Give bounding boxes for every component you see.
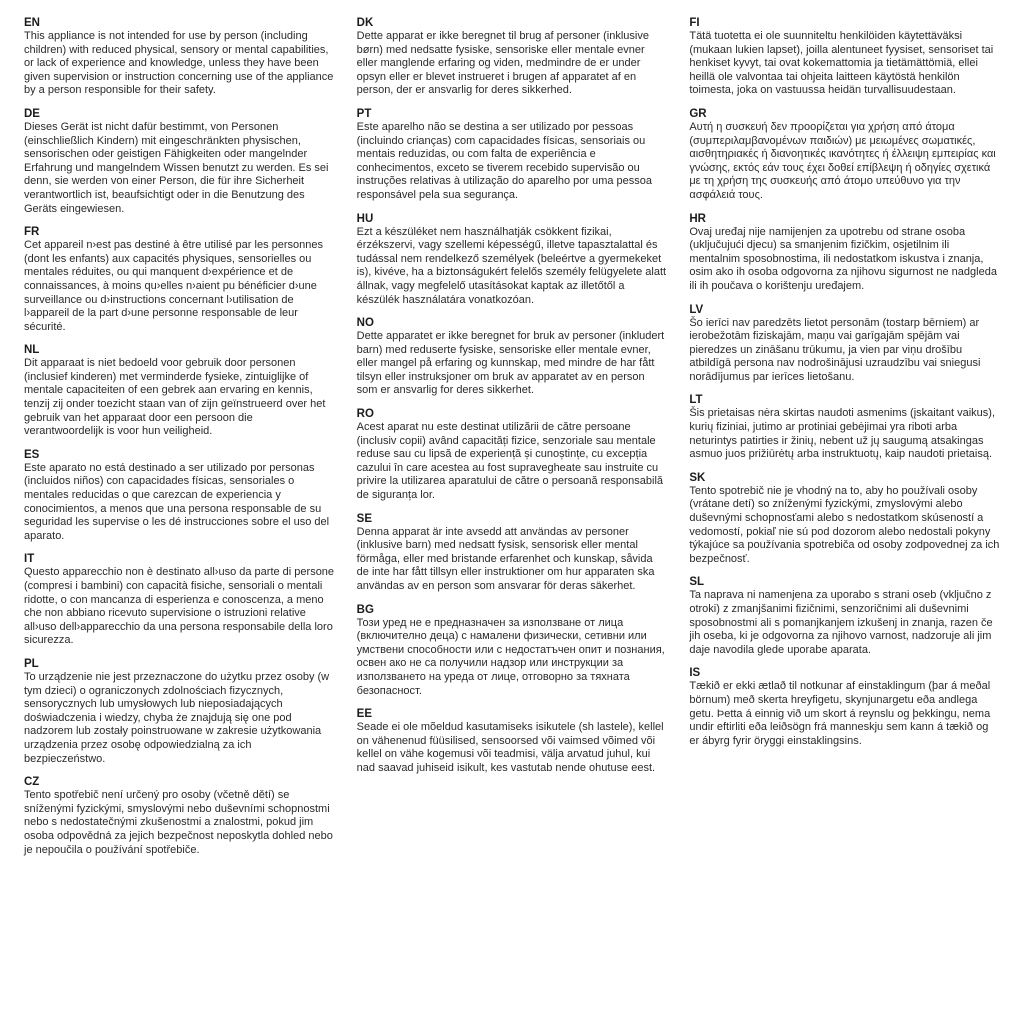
language-section [357,107,668,203]
language-section [357,603,668,699]
language-text: Този уред не е предназначен за използване от лица (включително деца) с намалени физически, сетивни или умствени способности или с недостатъчен опит и познания, освен ако не са получили надзор или инструкции за използването на уреда от лице, отговорно за тяхната безопасност. [356,616,665,697]
language-text: Dieses Gerät ist nicht dafür bestimmt, von Personen (einschließlich Kindern) mit eingeschränkten physischen, sensorischen oder geistigen Fähigkeiten oder mangelnder Erfahrung und mangelndem Wissen benutzt zu werden. Es sei denn, sie werden von einer Person, die für ihre Sicherheit verantwortlich ist, beaufsichtigt oder in die Benutzung des Geräts eingewiesen. [24,120,329,215]
language-text: Cet appareil n›est pas destiné à être utilisé par les personnes (dont les enfants) aux capacités physiques, sensorielles ou mentales réduites, ou qui manquent d›expérience et de connaissances, à moins qu›elles n›aient pu bénéficier d›une surveillance ou d›instructions concernant l›utilisation de l›appareil de la part d›une personne responsable de leur sécurité. [24,239,324,333]
language-section [24,225,335,334]
language-text: Este aparato no está destinado a ser utilizado por personas (incluidos niños) con capacidades físicas, sensoriales o mentales reducidas o que carezcan de experiencia y conocimientos, a menos que una persona responsable de su seguridad les supervise o les dé instrucciones sobre el uso del aparato. [24,461,330,542]
language-code: BG [356,603,374,616]
language-code: LV [689,303,704,316]
language-section [357,212,668,308]
language-text: Seade ei ole mõeldud kasutamiseks isikutele (sh lastele), kellel on vähenenud füüsilised, sensoorsed või vaimsed võimed või kellel on vähe kogemusi või teadmisi, välja arvatud juhul, kui nad saavad juhiseid isikult, kes vastutab nende ohutuse eest. [356,721,664,774]
language-text: Αυτή η συσκευή δεν προορίζεται για χρήση από άτομα (συμπεριλαμβανομένων παιδιών) με μειωμένες σωματικές, αισθητηριακές ή διανοητικές ικανότητες ή έλλειψη εμπειρίας και γνώσης, εκτός εάν τους έχει δοθεί επίβλεψη ή οδηγίες σχετικά με τη χρήση της συσκευής από άτομο υπεύθυνο για την ασφάλειά τους. [689,120,996,201]
language-section [689,393,1000,461]
language-section [689,303,1000,385]
language-section [689,212,1000,294]
language-text: Dit apparaat is niet bedoeld voor gebruik door personen (inclusief kinderen) met verminderde fysieke, zintuiglijke of mentale capaciteiten of een gebrek aan ervaring en kennis, tenzij zij onder toezicht staan van of zijn geïnstrueerd over het gebruik van het apparaat door een persoon die verantwoordelijk is voor hun veiligheid. [24,357,326,438]
language-code: EN [24,17,40,29]
language-text: Šo ierīci nav paredzēts lietot personām (tostarp bērniem) ar ierobežotām fiziskajām, maņu vai garīgajām spējām vai pieredzes un zināšanu trūkumu, ja vien par viņu drošību atbildīgā persona nav nodrošinājusi uzraudzību vai sniegusi norādījumus par ierīces lietošanu. [689,316,981,383]
language-text: Ezt a készüléket nem használhatják csökkent fizikai, érzékszervi, vagy szellemi képességű, illetve tapasztalattal és tudással nem rendelkező személyek (beleértve a gyermekeket is), kivéve, ha a biztonságukért felelős személy felügyelete alatt állnak, vagy megfelelő utasításokat kaptak az illetőtől a készülék használatára vonatkozóan. [356,225,667,306]
language-section [24,107,335,216]
column-2 [357,16,668,785]
language-text: Tento spotrebič nie je vhodný na to, aby ho používali osoby (vrátane detí) so zníženými fyzickými, zmyslovými alebo duševnými schopnosťami alebo s nedostatkom skúseností a vedomostí, pokiaľ nie sú pod dozorom alebo nedostali pokyny týkajúce sa používania spotrebiča od osoby zodpovednej za ich bezpečnosť. [689,484,1000,565]
language-code: NO [356,317,374,330]
column-3 [689,16,1000,757]
language-section [357,512,668,594]
column-1 [24,16,335,866]
language-code: NL [24,344,40,357]
language-section [689,471,1000,567]
language-code: SL [689,576,705,589]
language-text: Šis prietaisas nėra skirtas naudoti asmenims (įskaitant vaikus), kurių fiziniai, jutimo ar protiniai gebėjimai yra riboti arba neturintys patirties ir žinių, nebent už jų saugumą atsakingas asmuo juos prižiūrėtų arba instruktuotų, kaip naudoti prietaisą. [689,407,996,461]
language-section [24,775,335,857]
language-code: PT [356,107,372,120]
language-section [357,407,668,503]
language-text: Ta naprava ni namenjena za uporabo s strani oseb (vključno z otroki) z zmanjšanimi fizičnimi, senzoričnimi ali duševnimi sposobnostmi ali s pomanjkanjem izkušenj in znanja, razen če jih oseba, ki je odgovorna za njihovo varnost, nadzoruje ali jim daje navodila glede uporabe aparata. [689,589,993,656]
language-code: CZ [24,776,40,789]
language-text: Dette apparatet er ikke beregnet for bruk av personer (inkludert barn) med reduserte fysiske, sensoriske eller mentale evner, eller mangel på erfaring og kunnskap, med mindre de har fått tilsyn eller instruksjoner om bruk av apparatet av en person som er ansvarlig for deres sikkerhet. [356,330,665,397]
language-code: HU [356,212,374,225]
language-text: Questo apparecchio non è destinato all›uso da parte di persone (compresi i bambini) con capacità fisiche, sensoriali o mentali ridotte, o con mancanza di esperienza e conoscenza, a meno che non abbiano ricevuto supervisione o istruzioni relative all›uso dell›apparecchio da una persona responsabile della loro sicurezza. [24,566,335,647]
language-text: Acest aparat nu este destinat utilizării de către persoane (inclusiv copii) având capacități fizice, senzoriale sau mentale reduse sau cu lipsă de experiență și cunoștințe, cu excepția cazului în care acestea au fost supravegheate sau instruite cu privire la utilizarea aparatului de către o persoană responsabilă de siguranța lor. [356,421,664,502]
language-text: Este aparelho não se destina a ser utilizado por pessoas (incluindo crianças) com capacidades físicas, sensoriais ou mentais reduzidas, ou com falta de experiência e conhecimentos, exceto se tiverem recebido supervisão ou instruções relativas à utilização do aparelho por uma pessoa responsável pela sua segurança. [356,120,653,201]
language-text: Ovaj uređaj nije namijenjen za upotrebu od strane osoba (uključujući djecu) sa smanjenim fizičkim, osjetilnim ili mentalnim sposobnostima, ili nedostatkom iskustva i znanja, osim ako ih osoba odgovorna za njihovu sigurnost ne nadgleda ili ih poučava o korištenju uređajem. [689,225,997,292]
language-section [357,16,668,98]
language-section [689,575,1000,657]
language-text: To urządzenie nie jest przeznaczone do użytku przez osoby (w tym dzieci) o ograniczonych zdolnościach fizycznych, sensorycznych lub umysłowych lub nieposiadających doświadczenia i wiedzy, chyba że znajdują się one pod nadzorem lub zostały poinstruowane w zakresie użytkowania urządzenia przez osobę odpowiedzialną za ich bezpieczeństwo. [24,670,330,765]
language-text: Denna apparat är inte avsedd att användas av personer (inklusive barn) med nedsatt fysisk, sensorisk eller mental förmåga, eller med bristande erfarenhet och kunskap, såvida de inte har fått tillsyn eller instruktioner om hur apparaten ska användas av en person som ansvarar för deras säkerhet. [356,525,655,592]
language-code: HR [689,212,706,225]
language-section [24,552,335,648]
language-code: SK [689,471,706,484]
language-code: IT [24,553,35,566]
language-code: RO [356,408,374,421]
language-section [689,666,1000,748]
language-text: Tækið er ekki ætlað til notkunar af einstaklingum (þar á meðal börnum) með skerta hreyfigetu, skynjunargetu eða andlega getu. Þetta á einnig við um skort á reynslu og þekkingu, nema undir eftirliti eða leiðsögn frá manneskju sem kann á tækið og er ábyrg fyrir öryggi einstaklingsins. [689,680,991,747]
language-code: GR [689,107,707,120]
language-section [24,16,335,98]
language-section [689,16,1000,98]
language-section [357,316,668,398]
language-text: Tento spotřebič není určený pro osoby (včetně dětí) se sníženými fyzickými, smyslovými nebo duševními schopnostmi nebo s nedostatečnými zkušenostmi a znalostmi, pokud jim osoba odpovědná za jejich bezpečnost neposkytla dohled nebo je nepoučila o používání spotřebiče. [24,789,333,856]
language-code: LT [689,394,703,407]
language-code: FR [24,226,40,239]
language-text: This appliance is not intended for use by person (including children) with reduced physical, sensory or mental capabilities, or lack of experience and knowledge, unless they have been given supervision or instruction concerning use of the appliance by a person responsible for their safety. [24,30,334,97]
language-code: DE [24,107,40,120]
language-code: SE [356,512,373,525]
language-code: DK [356,17,374,29]
language-text: Tätä tuotetta ei ole suunniteltu henkilöiden käytettäväksi (mukaan lukien lapset), joilla alentuneet fyysiset, sensoriset tai henkiset kyvyt, tai ovat kokemattomia ja tietämättömiä, ellei heillä ole valvontaa tai ohjeita laitteen käytöstä henkilön toimesta, joka on vastuussa heidän turvallisuudestaan. [689,30,994,97]
language-text: Dette apparat er ikke beregnet til brug af personer (inklusive børn) med nedsatte fysiske, sensoriske eller mentale evner eller manglende erfaring og viden, medmindre de er under opsyn eller er blevet instrueret i brugen af apparatet af en person, der er ansvarlig for deres sikkerhed. [356,30,649,97]
language-section [24,448,335,544]
language-code: FI [689,17,700,29]
language-section [689,107,1000,203]
language-code: EE [356,708,373,721]
language-section [24,657,335,766]
language-code: ES [24,448,40,461]
language-code: PL [24,657,39,670]
text-columns [24,16,1000,866]
language-section [357,707,668,775]
language-section [24,343,335,439]
language-code: IS [689,667,701,680]
